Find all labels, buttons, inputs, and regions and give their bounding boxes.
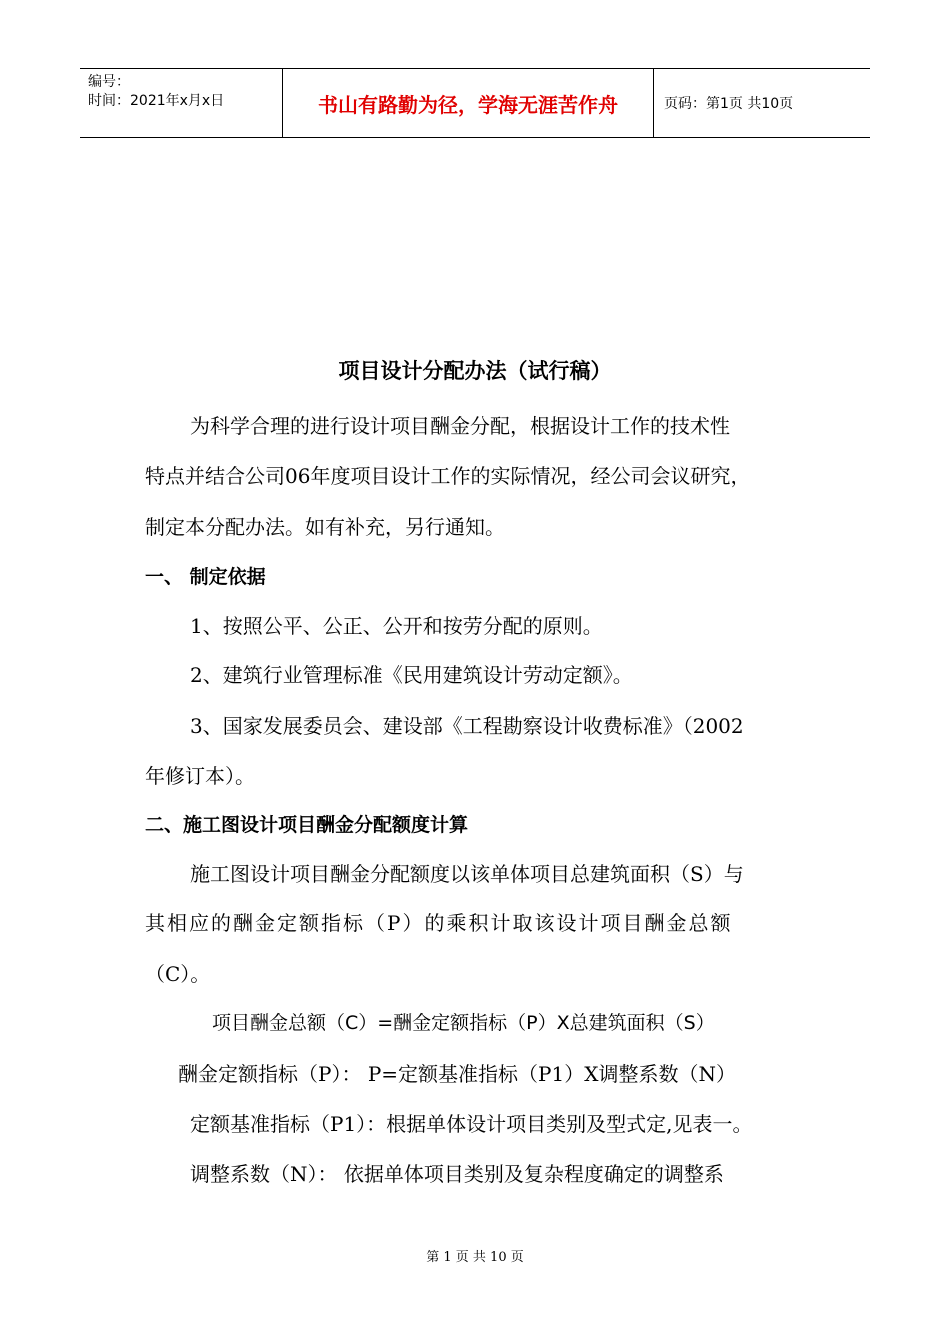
section-1-item-2: 2、建筑行业管理标准《民用建筑设计劳动定额》。 — [190, 663, 633, 687]
formula-total-fee: 项目酬金总额（C）=酬金定额指标（P）X总建筑面积（S） — [212, 1012, 715, 1034]
section-1-item-3-cont: 年修订本）。 — [145, 764, 255, 788]
section-2-body-2: 其相应的酬金定额指标（P）的乘积计取该设计项目酬金总额 — [145, 911, 733, 935]
formula-fee-index: 酬金定额指标（P）： P=定额基准指标（P1）X调整系数（N） — [178, 1062, 736, 1086]
intro-line-3: 制定本分配办法。如有补充，另行通知。 — [145, 515, 505, 539]
document-title: 项目设计分配办法（试行稿） — [338, 359, 612, 383]
intro-line-2: 特点并结合公司06年度项目设计工作的实际情况，经公司会议研究， — [145, 464, 751, 488]
section-2-body-3: （C）。 — [145, 962, 211, 986]
intro-line-1: 为科学合理的进行设计项目酬金分配，根据设计工作的技术性 — [190, 414, 730, 438]
page-header-table — [80, 68, 870, 138]
header-date-label: 时间：2021年x月x日 — [88, 93, 225, 109]
section-1-heading: 一、 制定依据 — [145, 566, 266, 588]
header-page-info: 页码：第1页 共10页 — [664, 96, 794, 112]
formula-base-index: 定额基准指标（P1）：根据单体设计项目类别及型式定,见表一。 — [190, 1112, 753, 1136]
section-1-item-1: 1、按照公平、公正、公开和按劳分配的原则。 — [190, 614, 603, 638]
page-footer: 第 1 页 共 10 页 — [426, 1250, 524, 1265]
header-number-label: 编号： — [88, 74, 130, 90]
formula-adjust-factor: 调整系数（N）： 依据单体项目类别及复杂程度确定的调整系 — [190, 1162, 724, 1186]
section-2-body-1: 施工图设计项目酬金分配额度以该单体项目总建筑面积（S）与 — [190, 862, 744, 886]
section-1-item-3: 3、国家发展委员会、建设部《工程勘察设计收费标准》（2002 — [190, 714, 744, 738]
header-motto: 书山有路勤为径，学海无涯苦作舟 — [282, 69, 654, 137]
header-meta-cell — [80, 69, 282, 137]
section-2-heading: 二、施工图设计项目酬金分配额度计算 — [145, 814, 469, 836]
